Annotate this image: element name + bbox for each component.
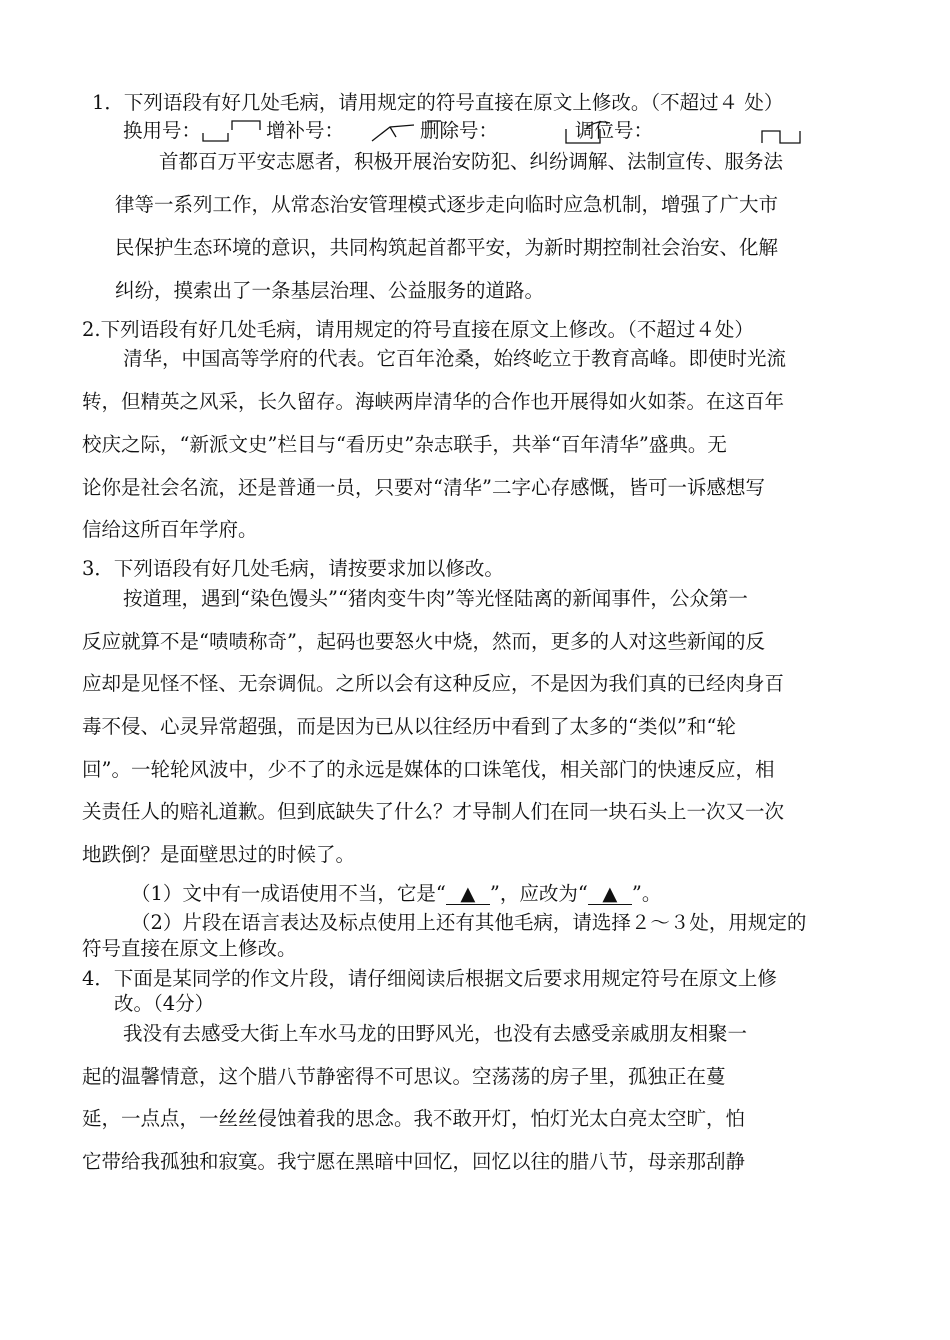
q3-sub2-line-2: 符号直接在原文上修改。 bbox=[82, 937, 297, 960]
q3-line-6: 关责任人的赔礼道歉。但到底缺失了什么？才导制人们在同一块石头上一次又一次 bbox=[82, 800, 785, 823]
q3-line-4: 毒不侵、心灵异常超强，而是因为已从以往经历中看到了太多的“类似”和“轮 bbox=[82, 715, 736, 738]
delete-symbol-label: 删除号： bbox=[420, 119, 499, 142]
q2-line-3: 校庆之际，“新派文史”栏目与“看历史”杂志联手，共举“百年清华”盛典。无 bbox=[82, 433, 727, 456]
answer-blank-2[interactable]: ▲ bbox=[588, 884, 632, 905]
q1-title: 1．下列语段有好几处毛病，请用规定的符号直接在原文上修改。（不超过４ 处） bbox=[92, 91, 784, 114]
q4-title: 4．下面是某同学的作文片段，请仔细阅读后根据文后要求用规定符号在原文上修 bbox=[82, 967, 777, 990]
q3-sub1 bbox=[131, 884, 661, 905]
q2-line-4: 论你是社会名流，还是普通一员，只要对“清华”二字心存感慨，皆可一诉感想写 bbox=[82, 476, 765, 499]
q3-title: 3．下列语段有好几处毛病，请按要求加以修改。 bbox=[82, 557, 504, 580]
insert-symbol-label: 增补号： bbox=[266, 119, 345, 142]
q3-line-3: 应却是见怪不怪、无奈调侃。之所以会有这种反应，不是因为我们真的已经肉身百 bbox=[82, 672, 785, 695]
q3-line-2: 反应就算不是“啧啧称奇”，起码也要怒火中烧，然而，更多的人对这些新闻的反 bbox=[82, 630, 765, 653]
q2-line-5: 信给这所百年学府。 bbox=[82, 518, 258, 541]
answer-blank-1[interactable]: ▲ bbox=[446, 884, 490, 905]
q3-sub2-line-1: （2）片段在语言表达及标点使用上还有其他毛病，请选择２～３处，用规定的 bbox=[131, 911, 807, 934]
q2-title: 2.下列语段有好几处毛病，请用规定的符号直接在原文上修改。（不超过４处） bbox=[82, 318, 754, 341]
q4-line-4: 它带给我孤独和寂寞。我宁愿在黑暗中回忆，回忆以往的腊八节，母亲那刮静 bbox=[82, 1150, 746, 1173]
q2-line-1: 清华，中国高等学府的代表。它百年沧桑，始终屹立于教育高峰。即使时光流 bbox=[123, 347, 787, 370]
q3-sub1-mid: ”，应改为“ bbox=[489, 882, 588, 905]
q4-line-1: 我没有去感受大街上车水马龙的田野风光，也没有去感受亲戚朋友相聚一 bbox=[123, 1022, 748, 1045]
q1-line-1: 首都百万平安志愿者，积极开展治安防犯、纠纷调解、法制宣传、服务法 bbox=[159, 150, 784, 173]
q3-sub1-end: ”。 bbox=[631, 882, 662, 905]
q1-line-3: 民保护生态环境的意识，共同构筑起首都平安，为新时期控制社会治安、化解 bbox=[115, 236, 779, 259]
q1-line-2: 律等一系列工作，从常态治安管理模式逐步走向临时应急机制，增强了广大市 bbox=[115, 193, 779, 216]
swap-symbol-icon bbox=[564, 117, 844, 147]
q1-line-4: 纠纷，摸索出了一条基层治理、公益服务的道路。 bbox=[115, 279, 545, 302]
q3-line-5: 回”。一轮轮风波中，少不了的永远是媒体的口诛笔伐，相关部门的快速反应，相 bbox=[82, 758, 775, 781]
q3-sub1-prompt: （1）文中有一成语使用不当，它是“ bbox=[131, 882, 446, 905]
q4-line-2: 起的温馨情意，这个腊八节静密得不可思议。空荡荡的房子里，孤独正在蔓 bbox=[82, 1065, 726, 1088]
delete-symbol-icon bbox=[425, 117, 455, 145]
q3-line-7: 地跌倒？是面壁思过的时候了。 bbox=[82, 843, 356, 866]
replace-symbol-label: 换用号： bbox=[123, 119, 202, 142]
q3-line-1: 按道理，遇到“染色馒头”“猪肉变牛肉”等光怪陆离的新闻事件，公众第一 bbox=[123, 587, 748, 610]
q4-title-continued: 改。（4分） bbox=[114, 992, 215, 1015]
q2-line-2: 转，但精英之风采，长久留存。海峡两岸清华的合作也开展得如火如荼。在这百年 bbox=[82, 390, 785, 413]
swap-symbol-label: 调位号： bbox=[575, 119, 654, 142]
replace-symbol-icon bbox=[202, 117, 262, 145]
q4-line-3: 延，一点点，一丝丝侵蚀着我的思念。我不敢开灯，怕灯光太白亮太空旷，怕 bbox=[82, 1107, 746, 1130]
